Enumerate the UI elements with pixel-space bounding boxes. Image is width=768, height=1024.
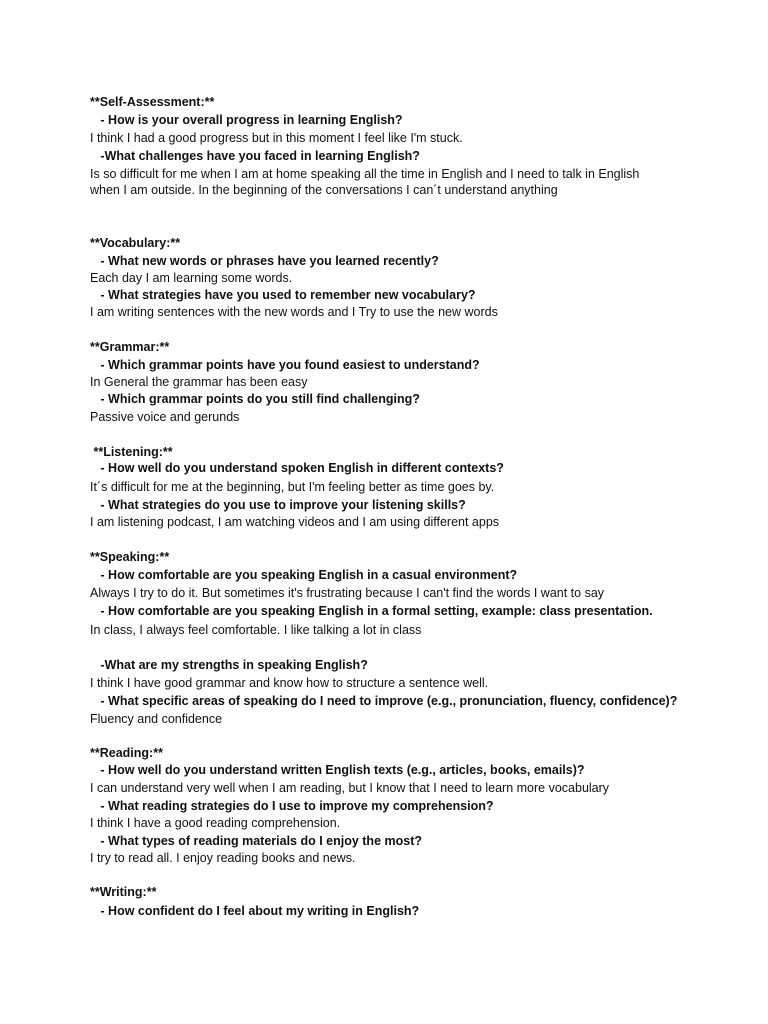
answer-speaking-strengths: I think I have good grammar and know how to structure a sentence well. — [90, 676, 489, 690]
answer-listening-strategies: I am listening podcast, I am watching videos and I am using different apps — [90, 515, 500, 529]
answer-written-english: I can understand very well when I am reading, but I know that I need to learn more vocabulary — [90, 781, 610, 795]
section-heading-reading: **Reading:** — [90, 746, 163, 760]
answer-reading-materials: I try to read all. I enjoy reading books and news. — [90, 851, 356, 865]
question-spoken-english: - How well do you understand spoken English in different contexts? — [90, 461, 504, 475]
answer-reading-strategies: I think I have a good reading comprehension. — [90, 816, 341, 830]
answer-challenges-line-2: when I am outside. In the beginning of the conversations I can´t understand anything — [90, 183, 558, 197]
question-vocabulary-strategies: - What strategies have you used to remember new vocabulary? — [90, 288, 476, 302]
question-writing-confidence: - How confident do I feel about my writing in English? — [90, 904, 420, 918]
answer-easiest-grammar: In General the grammar has been easy — [90, 375, 308, 389]
answer-overall-progress: I think I had a good progress but in this moment I feel like I'm stuck. — [90, 131, 463, 145]
question-challenges: -What challenges have you faced in learning English? — [90, 149, 420, 163]
question-formal-speaking: - How comfortable are you speaking English in a formal setting, example: class presentation. — [90, 604, 653, 618]
question-easiest-grammar: - Which grammar points have you found easiest to understand? — [90, 358, 480, 372]
question-casual-speaking: - How comfortable are you speaking English in a casual environment? — [90, 568, 518, 582]
question-new-words: - What new words or phrases have you learned recently? — [90, 254, 439, 268]
section-heading-listening: **Listening:** — [90, 445, 173, 459]
answer-speaking-improve: Fluency and confidence — [90, 712, 223, 726]
question-overall-progress: - How is your overall progress in learning English? — [90, 113, 403, 127]
answer-new-words: Each day I am learning some words. — [90, 271, 293, 285]
question-written-english: - How well do you understand written English texts (e.g., articles, books, emails)? — [90, 763, 585, 777]
question-challenging-grammar: - Which grammar points do you still find challenging? — [90, 392, 420, 406]
section-heading-self-assessment: **Self-Assessment:** — [90, 95, 215, 109]
question-speaking-improve: - What specific areas of speaking do I need to improve (e.g., pronunciation, fluency, confidence)? — [90, 694, 678, 708]
answer-challenging-grammar: Passive voice and gerunds — [90, 410, 240, 424]
answer-vocabulary-strategies: I am writing sentences with the new words and I Try to use the new words — [90, 305, 498, 319]
question-reading-materials: - What types of reading materials do I enjoy the most? — [90, 834, 422, 848]
section-heading-grammar: **Grammar:** — [90, 340, 170, 354]
section-heading-vocabulary: **Vocabulary:** — [90, 236, 181, 250]
question-listening-strategies: - What strategies do you use to improve your listening skills? — [90, 498, 466, 512]
section-heading-speaking: **Speaking:** — [90, 550, 170, 564]
answer-formal-speaking: In class, I always feel comfortable. I like talking a lot in class — [90, 623, 422, 637]
answer-challenges-line-1: Is so difficult for me when I am at home speaking all the time in English and I need to talk in English — [90, 167, 640, 181]
section-heading-writing: **Writing:** — [90, 885, 157, 899]
question-reading-strategies: - What reading strategies do I use to improve my comprehension? — [90, 799, 494, 813]
answer-spoken-english: It´s difficult for me at the beginning, but I'm feeling better as time goes by. — [90, 480, 495, 494]
question-speaking-strengths: -What are my strengths in speaking English? — [90, 658, 368, 672]
answer-casual-speaking: Always I try to do it. But sometimes it's frustrating because I can't find the words I want to say — [90, 586, 605, 600]
